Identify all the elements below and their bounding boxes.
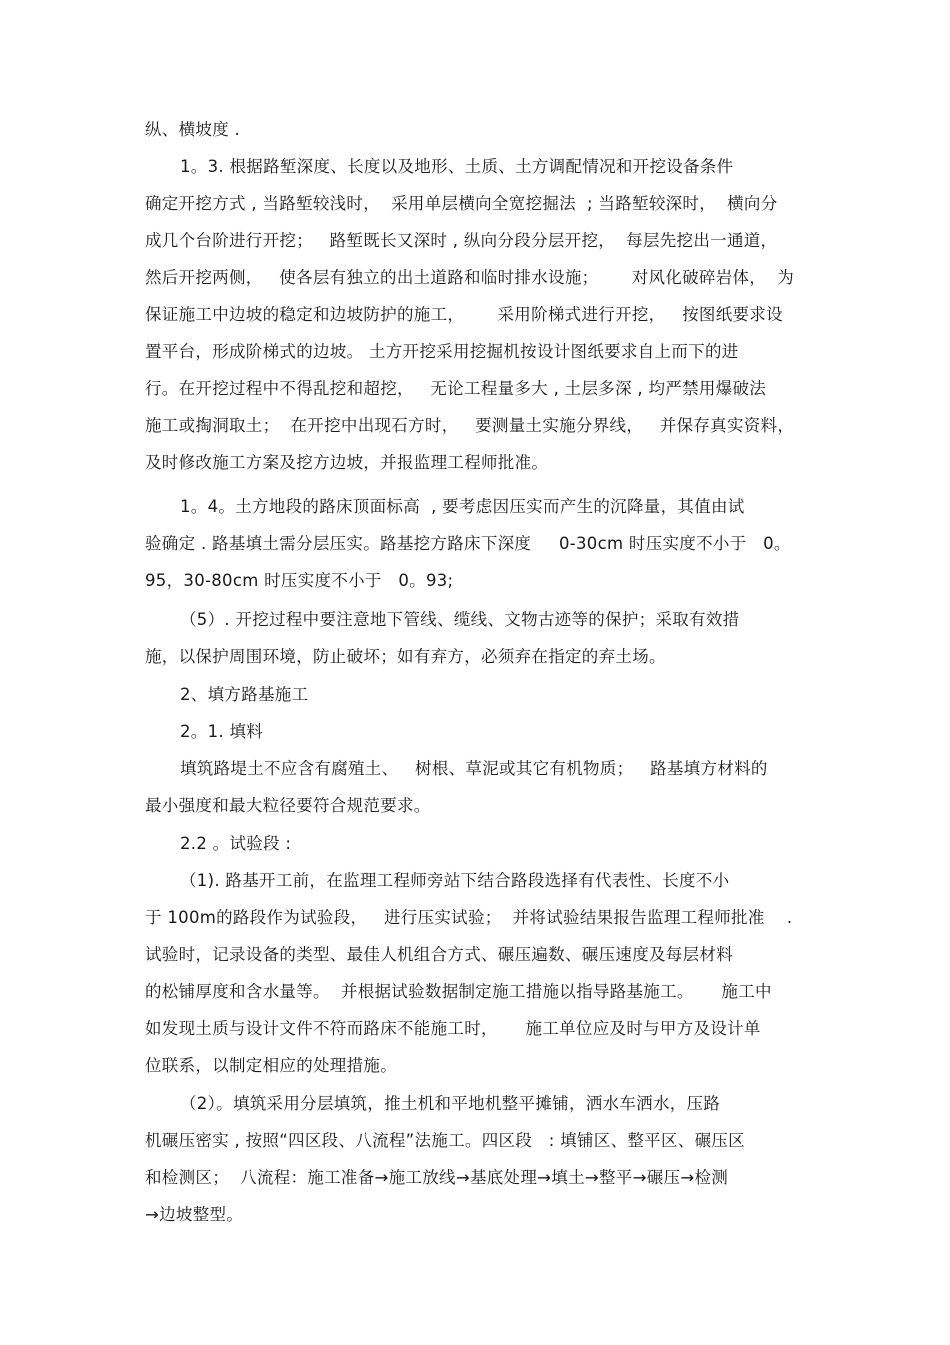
section-heading-1-3: 1。3. 根据路堑深度、长度以及地形、土质、土方调配情况和开挖设备条件: [180, 157, 734, 176]
text-line: 的松铺厚度和含水量等。 并根据试验数据制定施工措施以指导路基施工。 施工中: [145, 982, 772, 1001]
text-line: 最小强度和最大粒径要符合规范要求。: [145, 796, 431, 815]
section-heading-2: 2、填方路基施工: [180, 685, 309, 704]
text-line: 及时修改施工方案及挖方边坡，并报监理工程师批准。: [145, 453, 549, 472]
text-line: 如发现土质与设计文件不符而路床不能施工时， 施工单位应及时与甲方及设计单: [145, 1019, 761, 1038]
text-line: 填筑路堤土不应含有腐殖土、 树根、草泥或其它有机物质； 路基填方材料的: [180, 759, 768, 778]
section-item-2: （2）。填筑采用分层填筑，推土机和平地机整平摊铺，洒水车洒水，压路: [180, 1094, 721, 1113]
text-line: 施工或掏洞取土； 在开挖中出现石方时， 要测量土实施分界线， 并保存真实资料，: [145, 416, 795, 435]
section-heading-1-4: 1。4。土方地段的路床顶面标高 , 要考虑因压实而产生的沉降量，其值由试: [180, 497, 745, 516]
section-heading-2-2: 2.2 。试验段 :: [180, 834, 292, 853]
text-line: 于 100m的路段作为试验段， 进行压实试验； 并将试验结果报告监理工程师批准 .: [145, 908, 793, 927]
text-line: →边坡整型。: [145, 1205, 244, 1224]
section-heading-2-1: 2。1. 填料: [180, 722, 264, 741]
section-item-5: （5）. 开挖过程中要注意地下管线、缆线、文物古迹等的保护；采取有效措: [180, 610, 740, 629]
text-line: 和检测区； 八流程：施工准备→施工放线→基底处理→填土→整平→碾压→检测: [145, 1168, 729, 1187]
text-line: 置平台，形成阶梯式的边坡。 土方开挖采用挖掘机按设计图纸要求自上而下的进: [145, 342, 739, 361]
text-line: 保证施工中边坡的稳定和边坡防护的施工， 采用阶梯式进行开挖， 按图纸要求设: [145, 305, 783, 324]
text-line: 然后开挖两侧， 使各层有独立的出土道路和临时排水设施； 对风化破碎岩体， 为: [145, 268, 794, 287]
text-line: 试验时，记录设备的类型、最佳人机组合方式、碾压遍数、碾压速度及每层材料: [145, 945, 733, 964]
text-line: 位联系，以制定相应的处理措施。: [145, 1056, 397, 1075]
text-line: 行。在开挖过程中不得乱挖和超挖， 无论工程量多大 , 土层多深 , 均严禁用爆破法: [145, 379, 767, 398]
section-item-1: （1). 路基开工前，在监理工程师旁站下结合路段选择有代表性、长度不小: [180, 871, 730, 890]
text-line: 成几个台阶进行开挖； 路堑既长又深时 , 纵向分段分层开挖， 每层先挖出一通道，: [145, 231, 778, 250]
text-line: 确定开挖方式 , 当路堑较浅时， 采用单层横向全宽挖掘法 ; 当路堑较深时， 横向分: [145, 194, 778, 213]
text-line: 施，以保护周围环境，防止破坏；如有弃方，必须弃在指定的弃土场。: [145, 647, 666, 666]
text-line: 验确定 . 路基填土需分层压实。路基挖方路床下深度 0-30cm 时压实度不小于 0。: [145, 534, 791, 553]
text-line: 机碾压密实 , 按照“四区段、八流程”法施工。四区段 : 填铺区、整平区、碾压区: [145, 1131, 745, 1150]
text-line: 95，30-80cm 时压实度不小于 0。93;: [145, 571, 454, 590]
text-line: 纵、横坡度 .: [145, 120, 241, 139]
